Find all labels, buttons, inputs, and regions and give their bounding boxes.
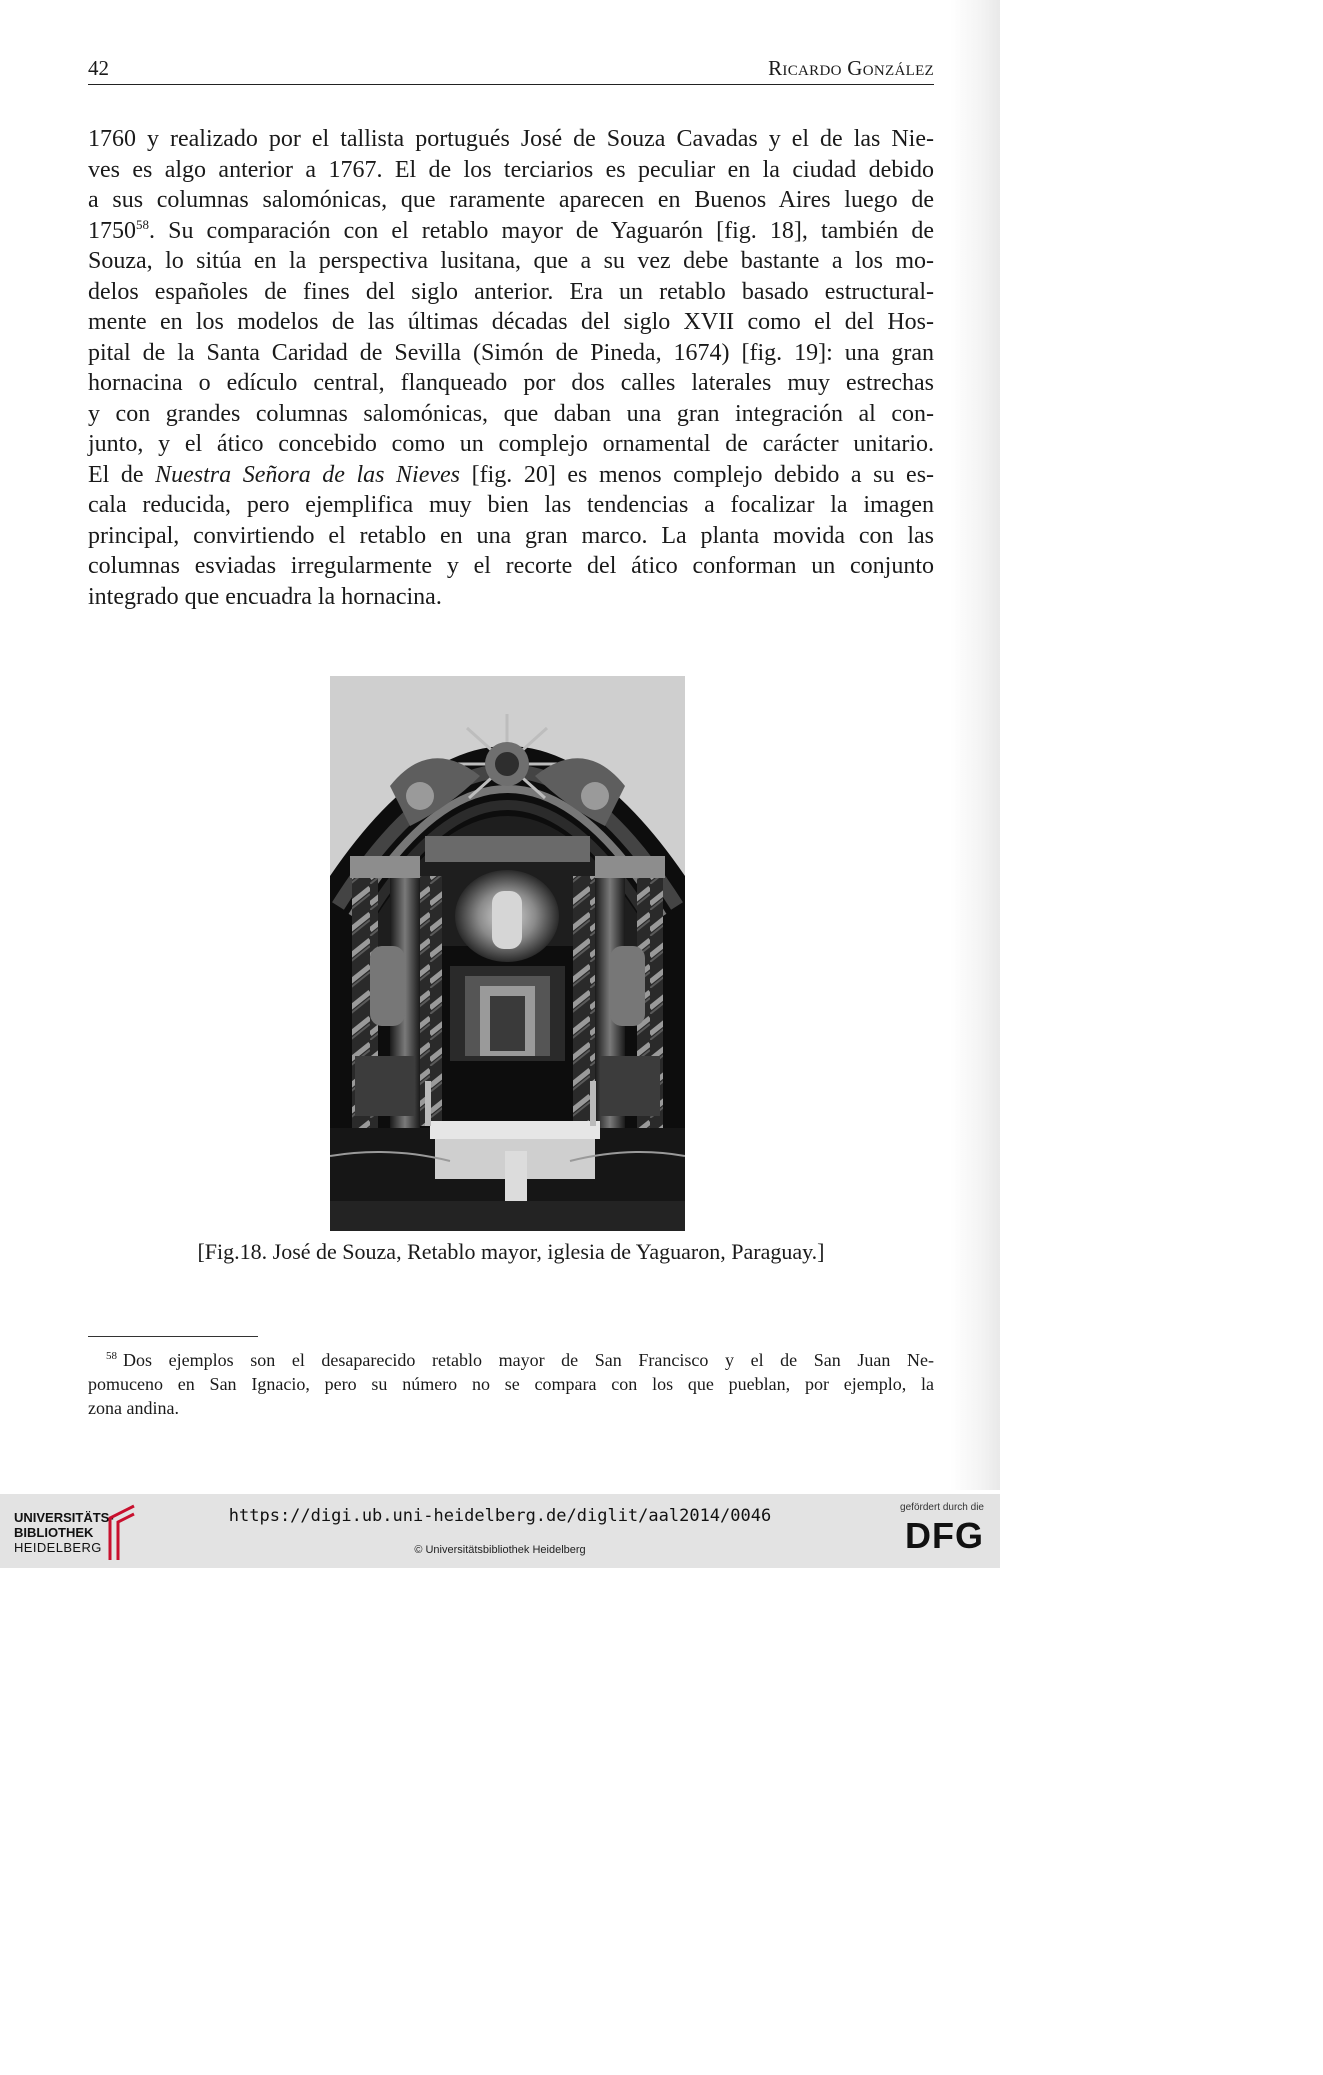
page-header: [88, 56, 934, 85]
body-line: cala reducida, pero ejemplifica muy bien las tendencias a focalizar la imagen: [88, 492, 934, 518]
page-number: 42: [88, 56, 109, 80]
body-paragraph: [88, 124, 934, 612]
footnote-line: [88, 1348, 934, 1372]
library-name-line3: HEIDELBERG: [14, 1540, 102, 1555]
footnote-line: pomuceno en San Ignacio, pero su número no se compara con los que pueblan, por ejemplo, la: [88, 1374, 934, 1394]
body-line: 1760 y realizado por el tallista portugués José de Souza Cavadas y el de las Nie-: [88, 126, 934, 152]
body-line: ves es algo anterior a 1767. El de los terciarios es peculiar en la ciudad debido: [88, 156, 934, 183]
footnote-reference[interactable]: 58: [136, 216, 149, 232]
body-line: junto, y el ático concebido como un complejo ornamental de carácter unitario.: [88, 431, 934, 457]
footer-bar: [0, 1494, 1000, 1568]
line-prefix: El de: [88, 461, 144, 488]
document-url-link[interactable]: https://digi.ub.uni-heidelberg.de/diglit/aal2014/0046: [228, 1506, 772, 1526]
figure-photo-retablo: [330, 676, 685, 1231]
year-text: 1750: [88, 217, 136, 244]
footnote: [88, 1348, 934, 1420]
body-line-rest: Su comparación con el retablo mayor de Yaguarón [fig. 18], también de: [168, 217, 935, 244]
body-line-rest: [fig. 20] es menos complejo debido a su es-: [471, 461, 935, 488]
body-line: principal, convirtiendo el retablo en una gran marco. La planta movida con las: [88, 522, 934, 549]
period: .: [149, 217, 155, 244]
footnote-separator: [88, 1336, 258, 1337]
library-name-line2: BIBLIOTHEK: [14, 1525, 94, 1540]
copyright-notice: © Universitätsbibliothek Heidelberg: [414, 1544, 586, 1556]
dfg-logo[interactable]: DFG: [905, 1515, 984, 1556]
page-edge-shadow: [950, 0, 1000, 1490]
funded-by-label: gefördert durch die: [900, 1502, 984, 1513]
body-line: pital de la Santa Caridad de Sevilla (Simón de Pineda, 1674) [fig. 19]: una gran: [88, 339, 934, 366]
figure-caption: [Fig.18. José de Souza, Retablo mayor, iglesia de Yaguaron, Paraguay.]: [197, 1239, 825, 1264]
body-line: columnas esviadas irregularmente y el recorte del ático conforman un conjunto: [88, 553, 934, 579]
body-line: delos españoles de fines del siglo anterior. Era un retablo basado estructural-: [88, 278, 934, 305]
body-line: hornacina o edículo central, flanqueado por dos calles laterales muy estrechas: [88, 370, 934, 396]
body-line: Souza, lo sitúa en la perspectiva lusitana, que a su vez debe bastante a los mo-: [88, 248, 934, 274]
italic-title: Nuestra Señora de las Nieves: [155, 461, 461, 488]
library-name-line1: UNIVERSITÄTS-: [14, 1510, 114, 1525]
body-line: y con grandes columnas salomónicas, que daban una gran integración al con-: [88, 400, 934, 427]
body-line: mente en los modelos de las últimas décadas del siglo XVII como el del Hos-: [88, 309, 934, 335]
body-line-with-note: [88, 216, 934, 247]
body-line: a sus columnas salomónicas, que raramente aparecen en Buenos Aires luego de: [88, 187, 934, 213]
footnote-number: 58: [106, 1350, 117, 1362]
retablo-photo-illustration: [330, 676, 685, 1231]
footnote-line-text: Dos ejemplos son el desaparecido retablo mayor de San Francisco y el de San Juan Ne-: [123, 1350, 934, 1370]
body-line-with-title: [88, 460, 934, 491]
running-head-author: Ricardo González: [768, 56, 934, 80]
footnote-line: zona andina.: [88, 1398, 179, 1418]
body-line: integrado que encuadra la hornacina.: [88, 583, 442, 610]
